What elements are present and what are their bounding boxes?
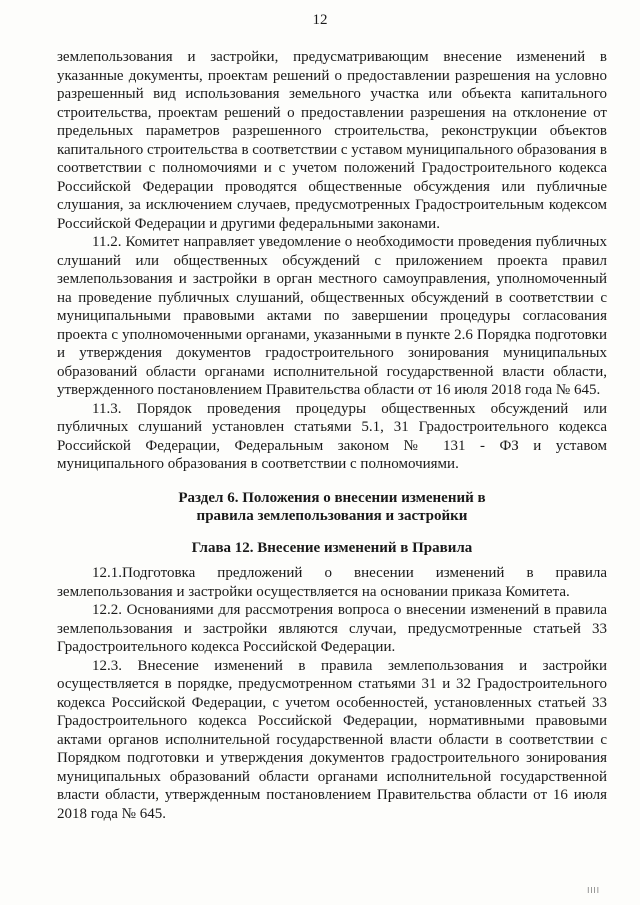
- paragraph-11-2: 11.2. Комитет направляет уведомление о необходимости проведения публичных слушаний или общественных обсуждений с приложением проекта правил землепользования и застройки в орган местного самоуправления, уполномоченный на проведение публичных слушаний, общественных обсуждений в соответствии с муниципальными правовыми актами по завершении процедуры согласования проекта с уполномоченными органами, указанными в пункте 2.6 Порядка подготовки и утверждения документов градостроительного зонирования муниципальных образований области органами исполнительной государственной власти области, утвержденного постановлением Правительства области от 16 июля 2018 года № 645.: [57, 234, 607, 398]
- chapter-heading: Глава 12. Внесение изменений в Правила: [191, 539, 473, 556]
- section-heading-line-2: правила землепользования и застройки: [196, 508, 468, 524]
- section-heading: [57, 489, 607, 526]
- document-body: [57, 48, 607, 823]
- section-heading-line-1: Раздел 6. Положения о внесении изменений в: [178, 489, 486, 506]
- paragraph-12-2: 12.2. Основаниями для рассмотрения вопроса о внесении изменений в правила землепользования и застройки являются случаи, предусмотренные статьей 33 Градостроительного кодекса Российской Федерации.: [57, 602, 607, 655]
- paragraph-12-3: 12.3. Внесение изменений в правила землепользования и застройки осуществляется в порядке, предусмотренном статьями 31 и 32 Градостроительного кодекса Российской Федерации, с учетом особенностей, установленных статьей 33 Градостроительного кодекса Российской Федерации, нормативными правовыми актами органов исполнительной государственной власти области в соответствии с Порядком подготовки и утверждения документов градостроительного зонирования муниципальных образований области органами исполнительной государственной власти области, утвержденным постановлением Правительства области от 16 июля 2018 года № 645.: [57, 657, 607, 822]
- paragraph-12-1: 12.1.Подготовка предложений о внесении изменений в правила землепользования и застройки осуществляется на основании приказа Комитета.: [57, 565, 607, 600]
- page-number: 12: [312, 12, 328, 28]
- paragraph-continuation: землепользования и застройки, предусматривающим внесение изменений в указанные документы, проектам решений о предоставлении разрешения на условно разрешенный вид использования земельного участка или объекта капитального строительства, проектам решений о предоставлении разрешения на отклонение от предельных параметров разрешенного строительства, реконструкции объектов капитального строительства в соответствии с уставом муниципального образования в соответствии с полномочиями и с учетом положений Градостроительного кодекса Российской Федерации проводятся общественные обсуждения или публичные слушания, за исключением случаев, предусмотренных Градостроительным кодексом Российской Федерации и другими федеральными законами.: [57, 49, 607, 232]
- footer-mark: IIII: [587, 885, 600, 895]
- paragraph-11-3: 11.3. Порядок проведения процедуры общественных обсуждений или публичных слушаний установлен статьями 5.1, 31 Градостроительного кодекса Российской Федерации, Федеральным законом № 131 - ФЗ и уставом муниципального образования в соответствии с полномочиями.: [57, 400, 607, 472]
